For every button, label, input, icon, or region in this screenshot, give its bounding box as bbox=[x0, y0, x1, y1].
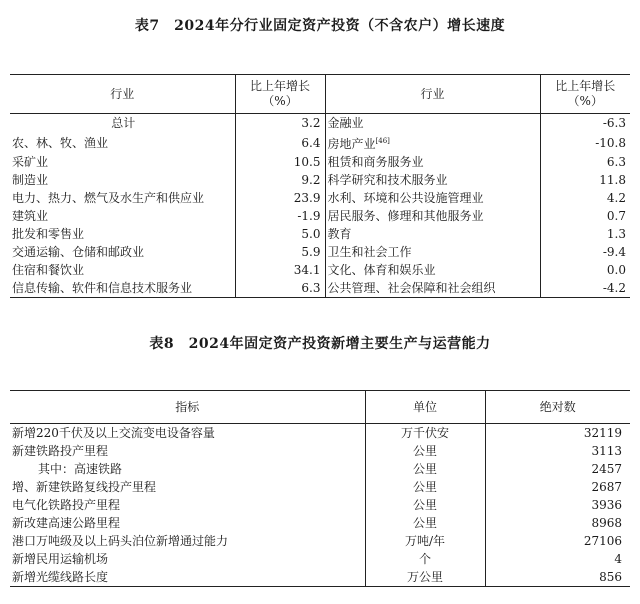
indicator-name: 新建铁路投产里程 bbox=[10, 442, 365, 460]
industry-name: 公共管理、社会保障和社会组织 bbox=[325, 279, 540, 298]
table8-header-indicator: 指标 bbox=[10, 391, 365, 424]
indicator-unit: 万公里 bbox=[365, 568, 485, 587]
indicator-name: 港口万吨级及以上码头泊位新增通过能力 bbox=[10, 532, 365, 550]
indicator-value: 2457 bbox=[591, 462, 622, 476]
industry-name: 租赁和商务服务业 bbox=[325, 153, 540, 171]
industry-name: 建筑业 bbox=[10, 207, 235, 225]
industry-name-with-note bbox=[325, 132, 540, 153]
indicator-unit: 万吨/年 bbox=[365, 532, 485, 550]
table7-header-growth-label: 比上年增长 bbox=[249, 79, 310, 93]
growth-value: 6.3 bbox=[606, 155, 626, 169]
growth-value: 23.9 bbox=[235, 189, 325, 207]
table8-header-absolute: 绝对数 bbox=[485, 391, 630, 424]
industry-name: 住宿和餐饮业 bbox=[10, 261, 235, 279]
indicator-value: 4 bbox=[614, 552, 622, 566]
table-row bbox=[10, 550, 630, 568]
table-row bbox=[10, 189, 630, 207]
growth-value: -10.8 bbox=[595, 135, 626, 150]
indicator-value: 27106 bbox=[583, 534, 622, 548]
growth-value: -6.3 bbox=[602, 116, 626, 130]
industry-name: 交通运输、仓储和邮政业 bbox=[10, 243, 235, 261]
industry-name: 制造业 bbox=[10, 171, 235, 189]
industry-name: 采矿业 bbox=[10, 153, 235, 171]
table-row bbox=[10, 114, 630, 133]
indicator-value: 2687 bbox=[591, 480, 622, 494]
table-row bbox=[10, 442, 630, 460]
growth-value: 0.0 bbox=[606, 263, 626, 277]
table-row bbox=[10, 532, 630, 550]
indicator-unit: 公里 bbox=[365, 514, 485, 532]
growth-value: -4.2 bbox=[540, 279, 630, 298]
growth-value: -9.4 bbox=[602, 245, 626, 259]
indicator-unit: 公里 bbox=[365, 478, 485, 496]
table-row bbox=[10, 171, 630, 189]
indicator-unit: 个 bbox=[365, 550, 485, 568]
growth-value: 9.2 bbox=[235, 171, 325, 189]
table-row bbox=[10, 514, 630, 532]
table7-title: 表7 2024年分行业固定资产投资（不含农户）增长速度 bbox=[134, 18, 506, 34]
growth-value: 3.2 bbox=[235, 114, 325, 133]
industry-name: 金融业 bbox=[325, 114, 540, 133]
table8-header-row bbox=[10, 391, 630, 424]
growth-value: 11.8 bbox=[599, 173, 626, 187]
growth-value: -1.9 bbox=[235, 207, 325, 225]
indicator-name: 电气化铁路投产里程 bbox=[10, 496, 365, 514]
table-row bbox=[10, 478, 630, 496]
table-row bbox=[10, 279, 630, 298]
indicator-name: 新增光缆线路长度 bbox=[10, 568, 365, 587]
table-row bbox=[10, 261, 630, 279]
indicator-unit: 公里 bbox=[365, 496, 485, 514]
table-row bbox=[10, 424, 630, 443]
table8-new-capacity bbox=[10, 390, 630, 587]
table8-header-unit: 单位 bbox=[365, 391, 485, 424]
growth-value: 5.9 bbox=[235, 243, 325, 261]
industry-name: 电力、热力、燃气及水生产和供应业 bbox=[10, 189, 235, 207]
growth-value: 0.7 bbox=[606, 209, 626, 223]
industry-name: 信息传输、软件和信息技术服务业 bbox=[10, 279, 235, 298]
table-row bbox=[10, 496, 630, 514]
table-row bbox=[10, 207, 630, 225]
table-row bbox=[10, 225, 630, 243]
indicator-name: 新改建高速公路里程 bbox=[10, 514, 365, 532]
table-row bbox=[10, 460, 630, 478]
indicator-name: 增、新建铁路复线投产里程 bbox=[10, 478, 365, 496]
growth-value: 1.3 bbox=[606, 227, 626, 241]
growth-value: 5.0 bbox=[235, 225, 325, 243]
indicator-unit: 万千伏安 bbox=[365, 424, 485, 443]
table-row bbox=[10, 243, 630, 261]
growth-value: 6.3 bbox=[235, 279, 325, 298]
industry-name: 总计 bbox=[10, 114, 235, 133]
indicator-value: 3936 bbox=[591, 498, 622, 512]
indicator-name: 新增220千伏及以上交流变电设备容量 bbox=[10, 424, 365, 443]
indicator-name: 新增民用运输机场 bbox=[10, 550, 365, 568]
industry-name: 科学研究和技术服务业 bbox=[325, 171, 540, 189]
indicator-value: 3113 bbox=[591, 444, 622, 458]
indicator-name: 其中：高速铁路 bbox=[10, 460, 365, 478]
table-row bbox=[10, 153, 630, 171]
indicator-value: 856 bbox=[485, 568, 630, 587]
table7-header-growth-unit: （%） bbox=[567, 94, 603, 108]
industry-name: 文化、体育和娱乐业 bbox=[325, 261, 540, 279]
growth-value: 10.5 bbox=[235, 153, 325, 171]
footnote-ref[interactable]: [46] bbox=[375, 137, 390, 145]
industry-name: 农、林、牧、渔业 bbox=[10, 132, 235, 153]
growth-value: 6.4 bbox=[235, 132, 325, 153]
table7-header-industry-right: 行业 bbox=[325, 75, 540, 114]
table7-header-industry-left: 行业 bbox=[10, 75, 235, 114]
table7-header-growth-label: 比上年增长 bbox=[555, 79, 616, 93]
growth-value: 4.2 bbox=[606, 191, 626, 205]
table-row bbox=[10, 132, 630, 153]
table-row bbox=[10, 568, 630, 587]
table8-title: 表8 2024年固定资产投资新增主要生产与运营能力 bbox=[149, 336, 491, 352]
indicator-unit: 公里 bbox=[365, 442, 485, 460]
industry-name: 卫生和社会工作 bbox=[325, 243, 540, 261]
table7-header-growth-right bbox=[540, 75, 630, 114]
industry-name: 教育 bbox=[325, 225, 540, 243]
industry-name: 水利、环境和公共设施管理业 bbox=[325, 189, 540, 207]
industry-name: 居民服务、修理和其他服务业 bbox=[325, 207, 540, 225]
indicator-unit: 公里 bbox=[365, 460, 485, 478]
table7-header-growth-unit: （%） bbox=[262, 94, 298, 108]
growth-value: 34.1 bbox=[235, 261, 325, 279]
table7-header-row bbox=[10, 75, 630, 114]
indicator-value: 8968 bbox=[591, 516, 622, 530]
industry-name: 房地产业 bbox=[327, 137, 376, 151]
industry-name: 批发和零售业 bbox=[10, 225, 235, 243]
table7-industry-growth bbox=[10, 74, 630, 298]
table7-header-growth-left bbox=[235, 75, 325, 114]
indicator-value: 32119 bbox=[583, 426, 622, 440]
